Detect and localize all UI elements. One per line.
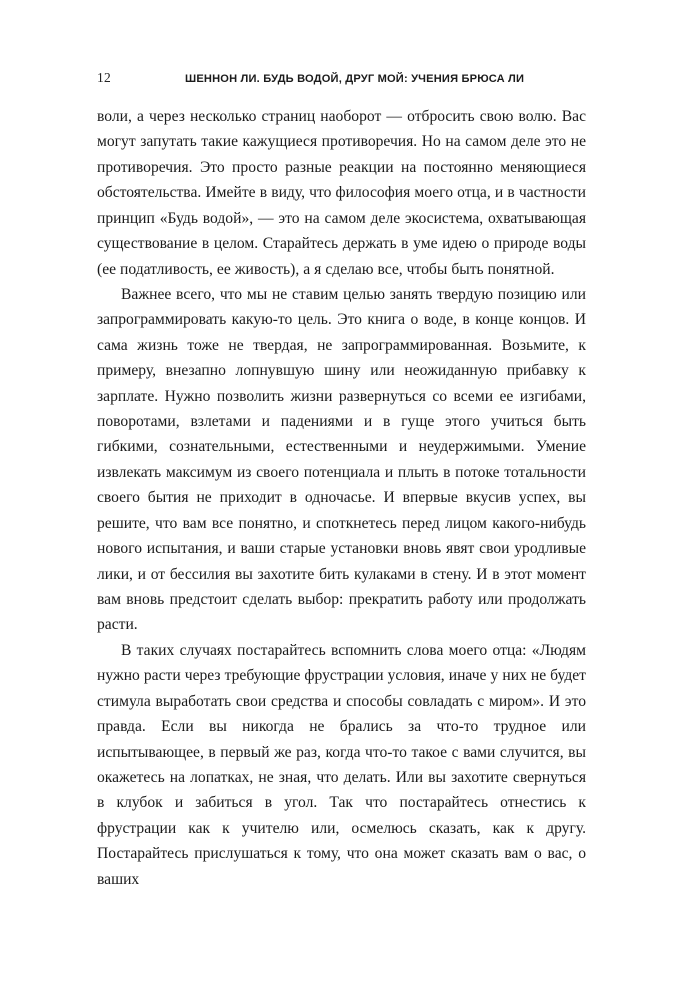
running-head (97, 71, 587, 89)
page-number: 12 (97, 70, 111, 85)
body-text-block (97, 104, 586, 892)
paragraph-3: В таких случаях постарайтесь вспомнить слова моего отца: «Людям нужно расти через требующие фрустрации условия, иначе у них не будет стимула выработать свои средства и способы совладать с миром». И это правда. Если вы никогда не брались за что-то трудное или испытывающее, в первый же раз, когда что-то такое с вами случится, вы окажетесь на лопатках, не зная, что делать. Или вы захотите свернуться в клубок и забиться в угол. Так что постарайтесь отнестись к фрустрации как к учителю или, осмелюсь сказать, как к другу. Постарайтесь прислушаться к тому, что она может сказать вам о вас, о ваших (97, 641, 586, 888)
running-head-title: ШЕННОН ЛИ. БУДЬ ВОДОЙ, ДРУГ МОЙ: УЧЕНИЯ БРЮСА ЛИ (185, 73, 525, 85)
paragraph-2: Важнее всего, что мы не ставим целью занять твердую позицию или запрограммировать какую-то цель. Это книга о воде, в конце концов. И сама жизнь тоже не твердая, не запрограммированная. Возьмите, к примеру, внезапно лопнувшую шину или неожиданную прибавку к зарплате. Нужно позволить жизни развернуться со всеми ее изгибами, поворотами, взлетами и падениями и в гуще этого учиться быть гибкими, сознательными, естественными и неудержимыми. Умение извлекать максимум из своего потенциала и плыть в потоке тотальности своего бытия не приходит в одночасье. И впервые вкусив успех, вы решите, что вам все понятно, и споткнетесь перед лицом какого-нибудь нового испытания, и ваши старые установки вновь явят свои уродливые лики, и от бессилия вы захотите бить кулаками в стену. И в этот момент вам вновь предстоит сделать выбор: прекратить работу или продолжать расти. (97, 285, 586, 634)
paragraph-1: воли, а через несколько страниц наоборот — отбросить свою волю. Вас могут запутать такие кажущиеся противоречия. Но на самом деле это не противоречия. Это просто разные реакции на постоянно меняющиеся обстоятельства. Имейте в виду, что философия моего отца, и в частности принцип «Будь водой», — это на самом деле экосистема, охватывающая существование в целом. Старайтесь держать в уме идею о природе воды (ее податливость, ее живость), а я сделаю все, чтобы быть понятной. (97, 108, 586, 278)
